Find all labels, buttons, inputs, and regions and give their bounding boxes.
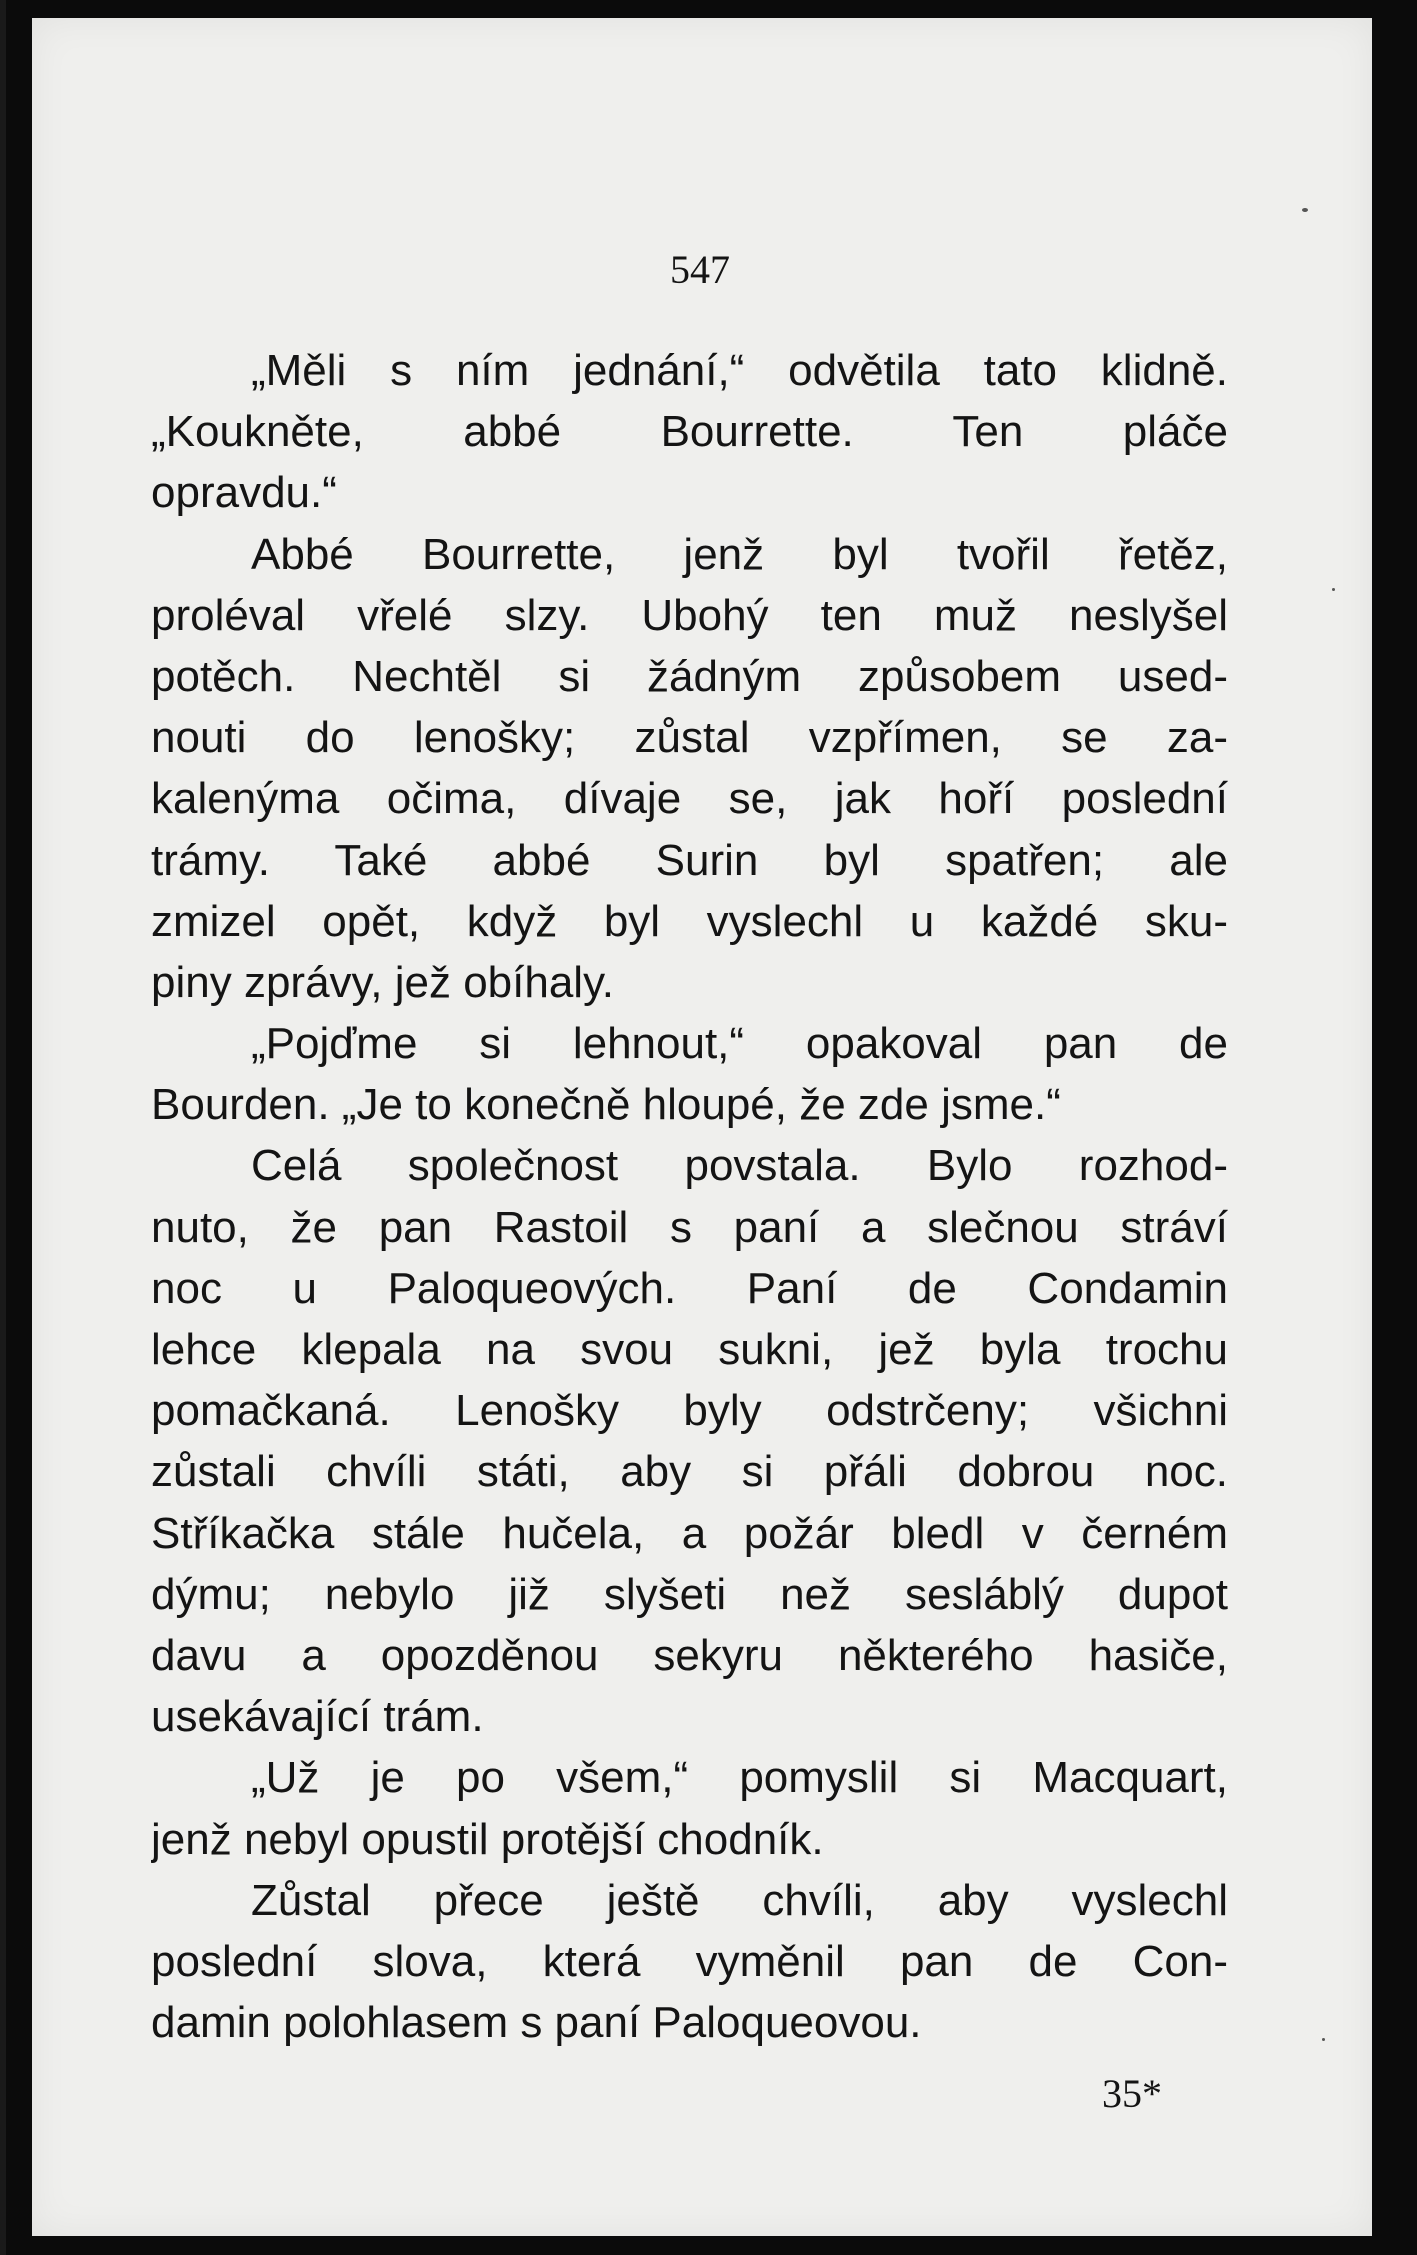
text-line: dýmu; nebylo již slyšeti než sesláblý dupot xyxy=(151,1569,1228,1619)
text-line: poslední slova, která vyměnil pan de Con- xyxy=(151,1936,1228,1986)
text-line: Abbé Bourrette, jenž byl tvořil řetěz, xyxy=(251,529,1228,579)
text-line: opravdu.“ xyxy=(151,468,337,518)
text-line: noc u Paloqueových. Paní de Condamin xyxy=(151,1263,1228,1313)
paper-speck xyxy=(1302,208,1308,212)
text-line: damin polohlasem s paní Paloqueovou. xyxy=(151,1998,922,2048)
text-line: Stříkačka stále hučela, a požár bledl v černém xyxy=(151,1508,1228,1558)
text-line: pomačkaná. Lenošky byly odstrčeny; všichni xyxy=(151,1386,1228,1436)
text-line: Bourden. „Je to konečně hloupé, že zde jsme.“ xyxy=(151,1080,1061,1130)
text-line: zmizel opět, když byl vyslechl u každé sku- xyxy=(151,896,1228,946)
text-line: trámy. Také abbé Surin byl spatřen; ale xyxy=(151,835,1228,885)
text-line: kalenýma očima, dívaje se, jak hoří poslední xyxy=(151,774,1228,824)
text-line: nouti do lenošky; zůstal vzpřímen, se za- xyxy=(151,713,1228,763)
text-line: piny zprávy, jež obíhaly. xyxy=(151,957,615,1007)
paper-speck xyxy=(1332,588,1335,591)
paper-speck xyxy=(1322,2038,1325,2041)
text-line: Celá společnost povstala. Bylo rozhod- xyxy=(251,1141,1228,1191)
text-line: usekávající trám. xyxy=(151,1692,484,1742)
text-line: zůstali chvíli státi, aby si přáli dobrou noc. xyxy=(151,1447,1228,1497)
page-left-edge xyxy=(0,0,6,2255)
body-text xyxy=(151,340,1228,2053)
text-line: „Měli s ním jednání,“ odvětila tato klidně. xyxy=(251,346,1228,395)
text-line: „Už je po všem,“ pomyslil si Macquart, xyxy=(251,1753,1228,1803)
text-line: Zůstal přece ještě chvíli, aby vyslechl xyxy=(251,1875,1228,1925)
text-line: nuto, že pan Rastoil s paní a slečnou stráví xyxy=(151,1202,1228,1252)
text-line: davu a opozděnou sekyru některého hasiče, xyxy=(151,1630,1228,1680)
book-page xyxy=(32,18,1372,2236)
page-number: 547 xyxy=(670,247,730,292)
text-line: potěch. Nechtěl si žádným způsobem used- xyxy=(151,651,1228,701)
signature-mark: 35* xyxy=(1102,2071,1162,2116)
text-line: proléval vřelé slzy. Ubohý ten muž neslyšel xyxy=(151,590,1228,640)
text-line: „Pojďme si lehnout,“ opakoval pan de xyxy=(251,1019,1228,1069)
text-line: jenž nebyl opustil protější chodník. xyxy=(151,1814,824,1864)
text-line: lehce klepala na svou sukni, jež byla trochu xyxy=(151,1325,1228,1374)
text-line: „Koukněte, abbé Bourrette. Ten pláče xyxy=(151,407,1228,457)
